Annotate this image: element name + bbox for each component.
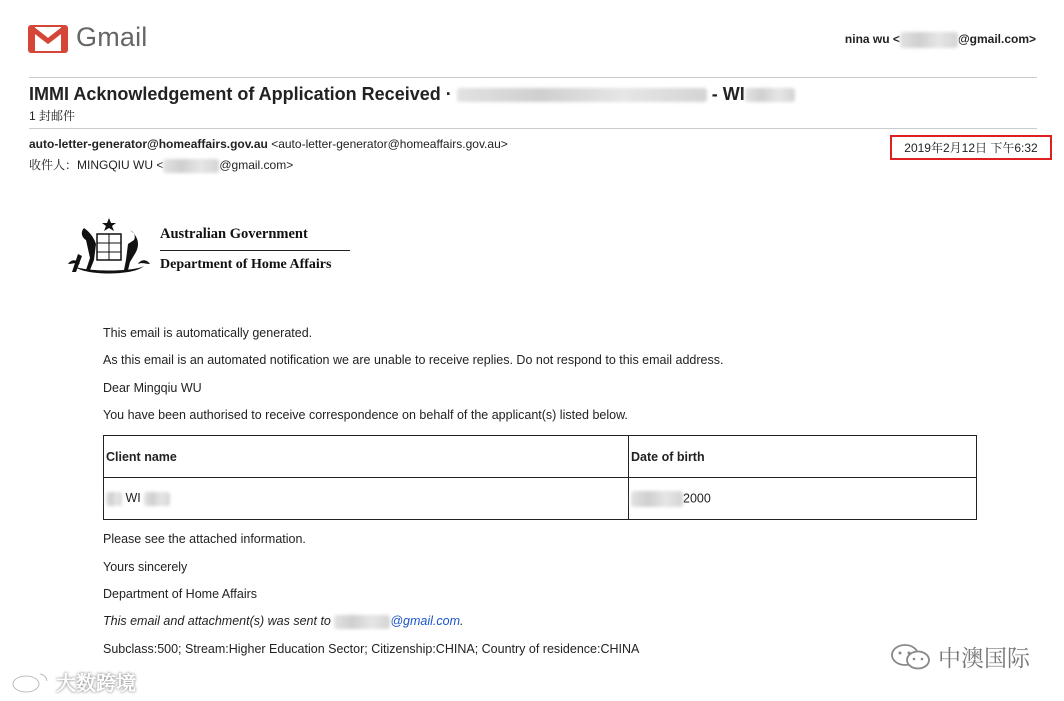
agency-logo [64,214,350,284]
sender[interactable] [29,137,508,151]
gmail-wordmark: Gmail [76,22,148,52]
table-row [104,478,977,520]
sender-detail: <auto-letter-generator@homeaffairs.gov.au> [271,137,508,151]
redacted-email [334,615,390,629]
email-subject [29,84,795,105]
column-header-date-of-birth: Date of birth [629,436,977,478]
wechat-account-badge [890,640,1030,673]
sent-to-email-link[interactable]: @gmail.com [390,614,461,628]
sent-to-period: . [460,614,464,628]
wechat-icon [890,642,932,672]
date-of-birth-cell [629,478,977,520]
date-of-birth-visible: 2000 [683,490,711,505]
body-paragraph: Yours sincerely [103,560,188,574]
gmail-logo-icon [28,23,68,53]
column-header-client-name: Client name [104,436,629,478]
redacted-email [163,159,219,173]
redacted-subject [457,88,707,102]
body-paragraph: This email is automatically generated. [103,326,313,340]
agency-department: Department of Home Affairs [160,256,332,272]
client-name-visible: WI [125,491,141,506]
subject-tail: - WI [711,84,745,104]
sender-email: auto-letter-generator@homeaffairs.gov.au [29,137,268,151]
client-name-cell [104,478,629,520]
body-paragraph: As this email is an automated notification we are unable to receive replies. Do not respond to this email address. [103,353,724,367]
redacted-email [900,32,958,48]
message-date-text: 2019年2月12日 下午6:32 [904,141,1038,155]
message-count: 1 封邮件 [29,109,76,123]
sent-to-prefix: This email and attachment(s) was sent to [103,614,331,628]
redacted-name [144,492,170,506]
subclass-line: Subclass:500; Stream:Higher Education Sector; Citizenship:CHINA; Country of residence:CHINA [103,642,640,656]
recipient-suffix: @gmail.com> [219,158,294,172]
body-paragraph: Department of Home Affairs [103,587,258,601]
table-header-row [104,436,977,478]
body-paragraph: You have been authorised to receive correspondence on behalf of the applicant(s) listed below. [103,408,628,422]
redacted-subject-tail [745,88,795,102]
watermark-text: 大数跨境 [56,673,136,695]
message-date [890,135,1052,160]
agency-government: Australian Government [160,226,350,251]
subject-text: IMMI Acknowledgement of Application Received · [29,84,452,104]
wechat-account-name: 中澳国际 [938,645,1030,671]
account-name: nina wu < [844,32,900,47]
account-email-suffix: @gmail.com> [957,32,1036,47]
recipient-label: 收件人：MINGQIU WU < [29,158,164,172]
body-paragraph: Dear Mingqiu WU [103,381,202,395]
recipient[interactable] [29,156,293,173]
redacted-dob [631,491,683,507]
sent-to-line [103,614,464,629]
coat-of-arms-icon [64,214,154,284]
weibo-watermark [10,667,136,696]
client-table [103,435,977,520]
divider [29,77,1037,78]
divider [29,128,1037,129]
weibo-icon [10,670,50,694]
gmail-logo[interactable] [28,22,148,53]
redacted-name [106,492,122,506]
body-paragraph: Please see the attached information. [103,532,306,546]
account-identity [845,32,1036,48]
